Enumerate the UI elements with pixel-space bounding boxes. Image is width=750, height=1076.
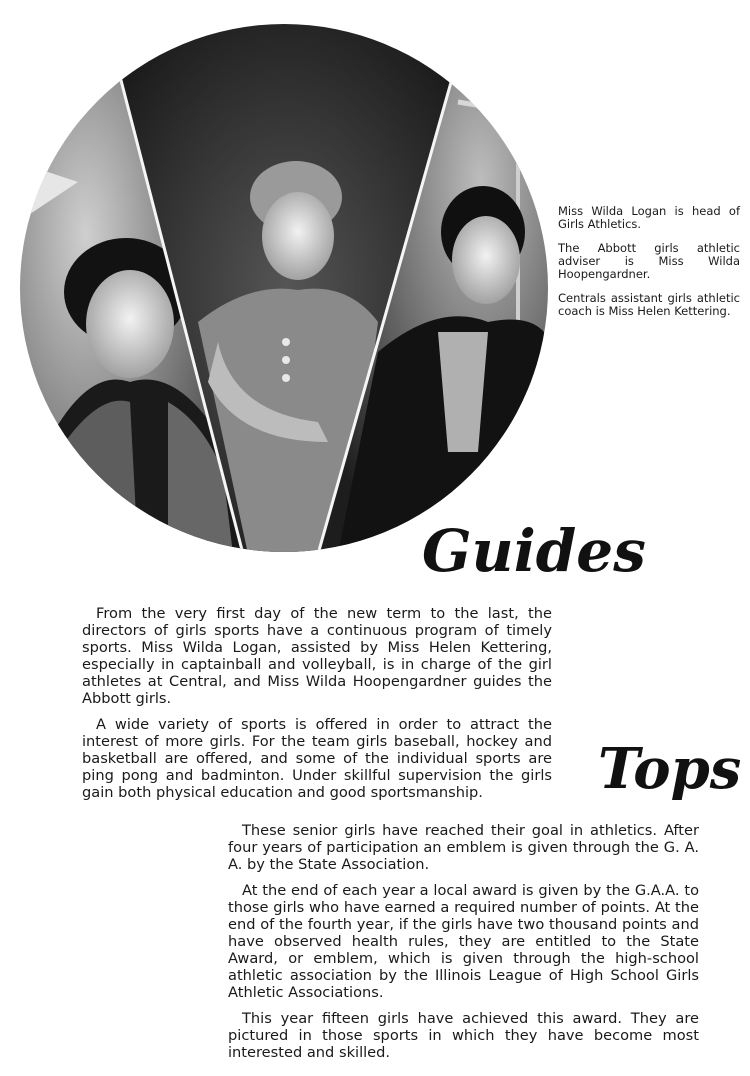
tops-paragraph-3: This year fifteen girls have achieved this award. They are pictured in those sports in which they have become most interested and skilled. (228, 1010, 699, 1061)
guides-heading: Guides (422, 517, 646, 585)
tops-article (228, 822, 699, 1070)
caption-logan: Miss Wilda Logan is head of Girls Athletics. (558, 204, 740, 231)
tops-paragraph-2: At the end of each year a local award is given by the G.A.A. to those girls who have earned a required number of points. At the end of the fourth year, if the girls have two thousand points and have observed health rules, they are entitled to the State Award, or emblem, which is given through the high-school athletic association by the Illinois League of High School Girls Athletic Associations. (228, 882, 699, 1001)
guides-paragraph-2: A wide variety of sports is offered in order to attract the interest of more girls. For the team girls baseball, hockey and basketball are offered, and some of the individual sports are ping pong and badminton. Under skillful supervision the girls gain both physical education and good sportsmanship. (82, 716, 552, 801)
caption-hoopengardner: The Abbott girls athletic adviser is Miss Wilda Hoopengardner. (558, 241, 740, 281)
photo-collage (18, 22, 550, 554)
caption-kettering: Centrals assistant girls athletic coach is Miss Helen Kettering. (558, 291, 740, 318)
tops-paragraph-1: These senior girls have reached their goal in athletics. After four years of participation an emblem is given through the G. A. A. by the State Association. (228, 822, 699, 873)
photo-captions (558, 205, 740, 329)
guides-article (82, 605, 552, 810)
guides-paragraph-1: From the very first day of the new term to the last, the directors of girls sports have a continuous program of timely sports. Miss Wilda Logan, assisted by Miss Helen Kettering, especially in captainball and volleyball, is in charge of the girl athletes at Central, and Miss Wilda Hoopengardner guides the Abbott girls. (82, 605, 552, 707)
tops-heading: Tops (598, 736, 742, 802)
